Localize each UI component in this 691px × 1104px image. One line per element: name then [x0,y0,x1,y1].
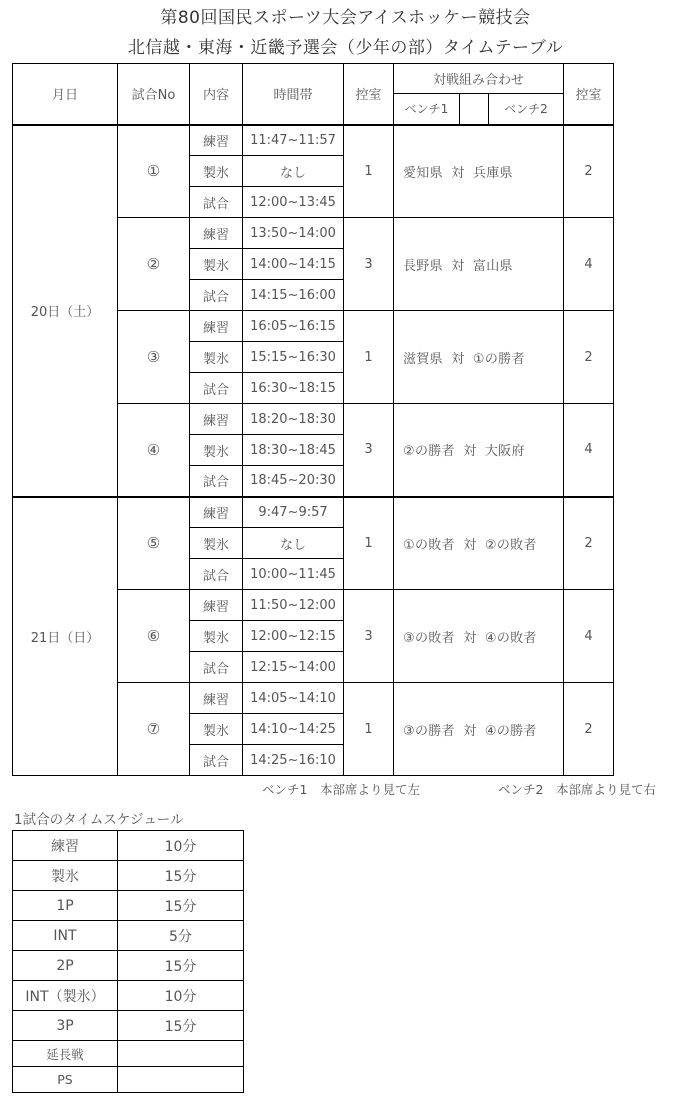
team-bench2: ④の勝者 [484,723,537,739]
slot-time: 14:15~16:00 [243,280,344,311]
timetable [12,63,614,776]
day-date: 20日（土） [13,125,118,497]
slot-time: 14:10~14:25 [243,714,344,745]
slot-type: 製氷 [190,342,243,373]
slot-time: 14:00~14:15 [243,249,344,280]
document-subtitle: 北信越・東海・近畿予選会（少年の部）タイムテーブル [127,38,564,58]
schedule-row [13,861,244,891]
game-number: ③ [118,311,190,404]
slot-type: 試合 [190,559,243,590]
team-bench2: ④の敗者 [484,630,537,646]
slot-time: 10:00~11:45 [243,559,344,590]
slot-time: 13:50~14:00 [243,218,344,249]
matchup [394,218,564,311]
game-number: ② [118,218,190,311]
locker-room-bench1: 3 [344,590,394,683]
slot-time: 12:00~13:45 [243,187,344,218]
schedule-duration: 10分 [118,981,244,1011]
versus-label: 対 [463,630,477,646]
versus-label: 対 [451,165,465,181]
slot-time: 15:15~16:30 [243,342,344,373]
game-number: ④ [118,404,190,497]
matchup [394,404,564,497]
locker-room-bench1: 1 [344,125,394,218]
schedule-duration: 15分 [118,1011,244,1041]
matchup [394,683,564,776]
game-number: ⑦ [118,683,190,776]
slot-time: なし [243,156,344,187]
header-bench2: ベンチ2 [489,94,564,125]
slot-type: 試合 [190,745,243,776]
slot-type: 練習 [190,404,243,435]
locker-room-bench1: 3 [344,404,394,497]
slot-type: 試合 [190,373,243,404]
locker-room-bench2: 2 [564,311,614,404]
versus-label: 対 [463,444,477,460]
header-room-left: 控室 [344,64,394,125]
slot-type: 製氷 [190,621,243,652]
team-bench1: ②の勝者 [403,444,455,460]
locker-room-bench1: 3 [344,218,394,311]
schedule-duration: 10分 [118,831,244,861]
schedule-row [13,891,244,921]
slot-time: 16:05~16:15 [243,311,344,342]
slot-type: 練習 [190,683,243,714]
slot-type: 練習 [190,125,243,156]
schedule-row [13,981,244,1011]
schedule-table [12,830,244,1093]
team-bench1: ①の敗者 [403,537,455,553]
header-room-right: 控室 [564,64,614,125]
locker-room-bench1: 1 [344,683,394,776]
slot-time: 12:00~12:15 [243,621,344,652]
locker-room-bench2: 4 [564,218,614,311]
slot-time: 14:05~14:10 [243,683,344,714]
team-bench2: 大阪府 [484,444,525,460]
schedule-row [13,1041,244,1067]
schedule-duration: 15分 [118,861,244,891]
schedule-row [13,1011,244,1041]
locker-room-bench1: 1 [344,311,394,404]
versus-label: 対 [451,258,465,274]
team-bench1: 愛知県 [403,165,443,181]
team-bench1: ③の敗者 [403,630,455,646]
slot-time: なし [243,528,344,559]
slot-type: 試合 [190,652,243,683]
slot-type: 試合 [190,466,243,497]
schedule-row [13,921,244,951]
schedule-item: 製氷 [13,861,118,891]
matchup [394,497,564,590]
team-bench2: 富山県 [472,258,513,274]
schedule-item: INT [13,921,118,951]
slot-time: 9:47~9:57 [243,497,344,528]
team-bench1: 長野県 [403,258,443,274]
versus-label: 対 [463,723,477,739]
slot-time: 14:25~16:10 [243,745,344,776]
header-content: 内容 [190,64,243,125]
schedule-item: PS [13,1067,118,1093]
slot-type: 試合 [190,187,243,218]
locker-room-bench2: 2 [564,497,614,590]
slot-type: 製氷 [190,528,243,559]
slot-time: 18:45~20:30 [243,466,344,497]
header-bench-spacer [460,94,489,125]
schedule-duration: 15分 [118,891,244,921]
schedule-duration: 5分 [118,921,244,951]
team-bench2: ①の勝者 [472,351,525,367]
slot-time: 11:47~11:57 [243,125,344,156]
slot-time: 11:50~12:00 [243,590,344,621]
schedule-duration [118,1067,244,1093]
header-matchup: 対戦組み合わせ [394,64,564,94]
matchup [394,311,564,404]
day-date: 21日（日） [13,497,118,776]
schedule-row [13,1067,244,1093]
slot-type: 試合 [190,280,243,311]
team-bench2: 兵庫県 [472,165,513,181]
game-number: ⑤ [118,497,190,590]
locker-room-bench2: 4 [564,590,614,683]
schedule-item: 3P [13,1011,118,1041]
timetable-row [13,125,614,156]
versus-label: 対 [463,537,477,553]
slot-type: 製氷 [190,156,243,187]
timetable-row [13,497,614,528]
schedule-item: 延長戦 [13,1041,118,1067]
schedule-duration [118,1041,244,1067]
team-bench2: ②の敗者 [484,537,537,553]
schedule-item: 1P [13,891,118,921]
locker-room-bench2: 4 [564,404,614,497]
locker-room-bench2: 2 [564,125,614,218]
schedule-item: INT（製氷） [13,981,118,1011]
schedule-row [13,951,244,981]
slot-time: 18:30~18:45 [243,435,344,466]
slot-type: 製氷 [190,435,243,466]
game-number: ① [118,125,190,218]
slot-type: 製氷 [190,249,243,280]
header-time: 時間帯 [243,64,344,125]
schedule-title: 1試合のタイムスケジュール [14,812,184,828]
schedule-item: 練習 [13,831,118,861]
header-bench1: ベンチ1 [394,94,460,125]
timetable-body [13,125,614,776]
slot-type: 練習 [190,218,243,249]
schedule-duration: 15分 [118,951,244,981]
slot-time: 16:30~18:15 [243,373,344,404]
header-date: 月日 [13,64,118,125]
matchup [394,590,564,683]
team-bench1: ③の勝者 [403,723,455,739]
slot-type: 練習 [190,497,243,528]
schedule-row [13,831,244,861]
slot-time: 18:20~18:30 [243,404,344,435]
team-bench1: 滋賀県 [403,351,443,367]
matchup [394,125,564,218]
locker-room-bench1: 1 [344,497,394,590]
slot-type: 製氷 [190,714,243,745]
slot-type: 練習 [190,590,243,621]
locker-room-bench2: 2 [564,683,614,776]
document-title: 第80回国民スポーツ大会アイスホッケー競技会 [160,8,531,28]
game-number: ⑥ [118,590,190,683]
bench2-note: ベンチ2 本部席より見て右 [498,782,656,797]
versus-label: 対 [451,351,465,367]
slot-type: 練習 [190,311,243,342]
slot-time: 12:15~14:00 [243,652,344,683]
bench1-note: ベンチ1 本部席より見て左 [262,782,420,797]
header-game-no: 試合No [118,64,190,125]
schedule-item: 2P [13,951,118,981]
